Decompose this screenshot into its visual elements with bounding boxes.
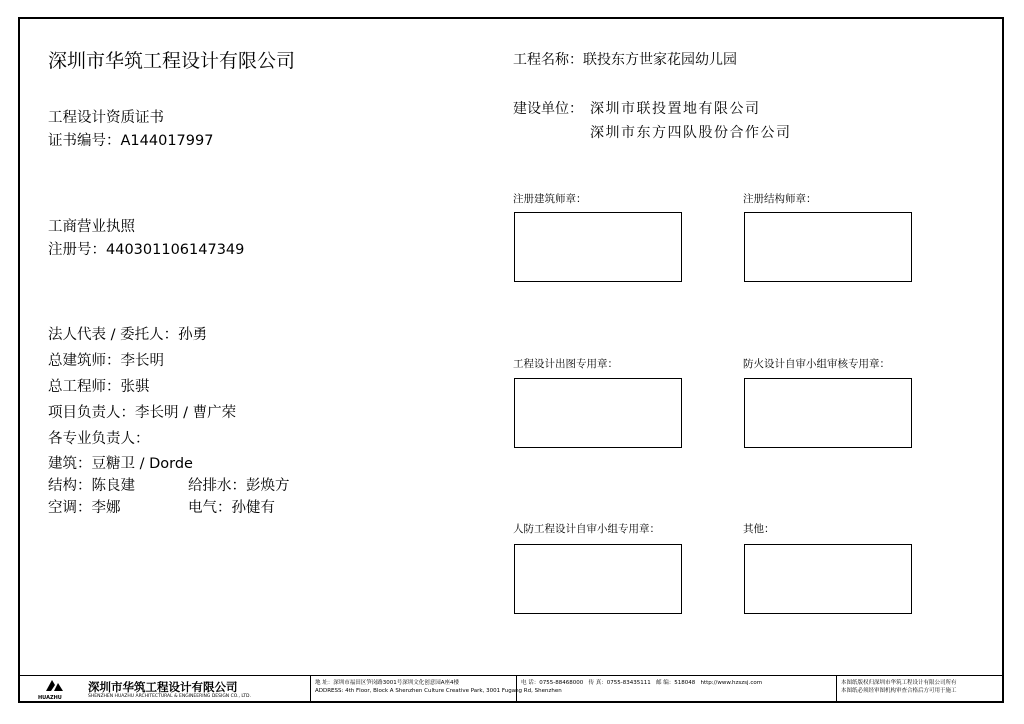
other-stamp-label: 其他：	[743, 523, 775, 535]
plumbing-lead: 给排水：彭焕方	[188, 478, 290, 494]
hvac-lead: 空调：李娜	[48, 500, 121, 516]
footer-postcode: 邮 编：518048	[655, 680, 696, 686]
structure-lead: 结构：陈良建	[48, 478, 135, 494]
civil-defense-stamp-label: 人防工程设计自审小组专用章：	[513, 523, 660, 535]
cert-title: 工程设计资质证书	[48, 110, 164, 126]
other-stamp-box	[744, 544, 912, 614]
registration-number: 注册号：440301106147349	[48, 242, 245, 258]
cert-number: 证书编号：A144017997	[48, 133, 214, 149]
footer-phone: 电 话：0755-88468000	[521, 680, 584, 686]
design-output-stamp-box	[514, 378, 682, 448]
footer-notice-1: 本图纸版权归深圳市华筑工程设计有限公司所有	[841, 680, 957, 686]
structural-stamp-box	[744, 212, 912, 282]
footer-contact-cell	[516, 676, 836, 702]
architect-stamp-label: 注册建筑师章：	[513, 193, 587, 205]
company-name: 深圳市华筑工程设计有限公司	[48, 50, 296, 72]
footer-company-en: SHENZHEN HUAZHU ARCHITECTURAL & ENGINEERING DESIGN CO., LTD.	[88, 694, 251, 699]
civil-defense-stamp-box	[514, 544, 682, 614]
owner-name-1: 深圳市联投置地有限公司	[590, 101, 761, 117]
footer-address-en: ADDRESS: 4th Floor, Block A Shenzhen Culture Creative Park, 3001 Fugang Rd, Shenzhen	[315, 688, 562, 694]
project-lead: 项目负责人：李长明 / 曹广荣	[48, 405, 237, 421]
owner-name-2: 深圳市东方四队股份合作公司	[590, 125, 792, 141]
chief-architect: 总建筑师：李长明	[48, 353, 164, 369]
architect-stamp-box	[514, 212, 682, 282]
discipline-leads-label: 各专业负责人：	[48, 431, 150, 447]
design-output-stamp-label: 工程设计出图专用章：	[513, 358, 618, 370]
project-name: 工程名称：联投东方世家花园幼儿园	[513, 52, 737, 68]
chief-engineer: 总工程师：张骐	[48, 379, 150, 395]
footer-website: http://www.hzszsj.com	[700, 680, 763, 686]
fire-review-stamp-box	[744, 378, 912, 448]
architecture-lead: 建筑：豆糖卫 / Dorde	[48, 456, 193, 472]
company-logo-icon	[42, 677, 66, 697]
structural-stamp-label: 注册结构师章：	[743, 193, 817, 205]
footer-fax: 传 真：0755-83435111	[588, 680, 651, 686]
footer-notice-cell	[836, 676, 1002, 702]
legal-representative: 法人代表 / 委托人：孙勇	[48, 327, 208, 343]
electrical-lead: 电气：孙健有	[188, 500, 275, 516]
license-title: 工商营业执照	[48, 219, 135, 235]
footer-notice-2: 本图纸必须经审图机构审查合格后方可用于施工	[841, 688, 957, 694]
footer-company-name: 深圳市华筑工程设计有限公司	[88, 680, 238, 694]
footer-logo-text: HUAZHU	[38, 695, 62, 701]
fire-review-stamp-label: 防火设计自审小组审核专用章：	[743, 358, 890, 370]
footer-address-cn: 地 址：深圳市福田区笋岗路3001号深圳文化创意园A座4楼	[315, 680, 460, 686]
owner-label: 建设单位：	[513, 101, 583, 117]
